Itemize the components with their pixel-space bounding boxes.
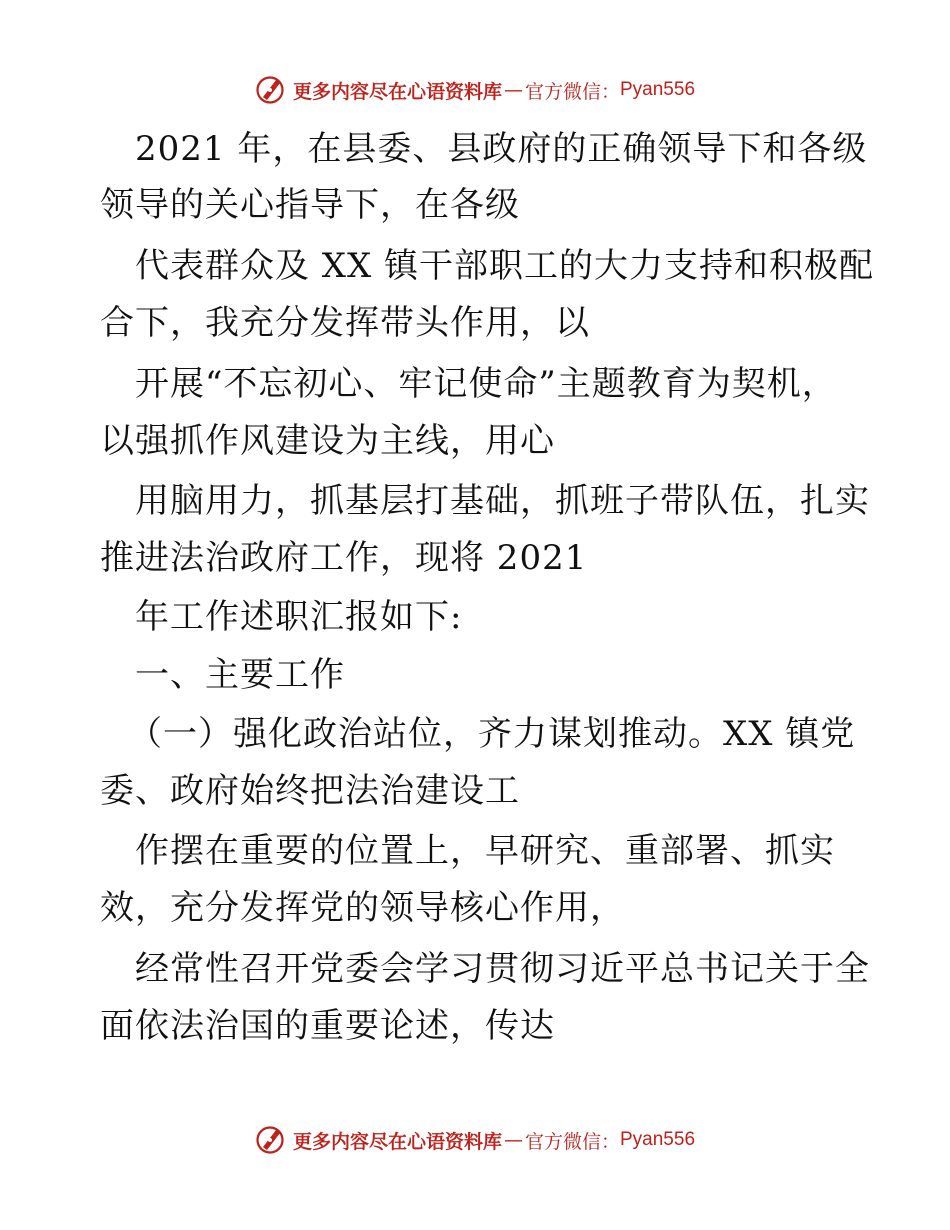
header-watermark xyxy=(0,70,950,110)
text-line: 经常性召开党委会学习贯彻习近平总书记关于全 xyxy=(135,949,870,989)
watermark-main-text: 更多内容尽在心语资料库 xyxy=(292,1130,502,1153)
text-line: 合下，我充分发挥带头作用，以 xyxy=(100,303,590,343)
watermark-dash: — xyxy=(503,79,523,101)
text-line: 面依法治国的重要论述，传达 xyxy=(100,1006,555,1046)
watermark-official-label: 官方微信： xyxy=(524,80,620,103)
text-line: 开展“不忘初心、牢记使命”主题教育为契机， xyxy=(135,364,837,404)
section-heading: 一、主要工作 xyxy=(135,655,345,695)
text-line: 代表群众及 XX 镇干部职工的大力支持和积极配 xyxy=(135,246,875,286)
text-line: 委、政府始终把法治建设工 xyxy=(100,771,520,811)
text-line: 效，充分发挥党的领导核心作用， xyxy=(100,888,625,928)
watermark-dash: — xyxy=(503,1129,523,1151)
text-line: 年工作述职汇报如下: xyxy=(135,597,463,637)
text-line: 2021 年，在县委、县政府的正确领导下和各级 xyxy=(135,129,868,169)
pen-nib-circle-icon xyxy=(255,1125,285,1155)
text-line: 用脑用力，抓基层打基础，抓班子带队伍，扎实 xyxy=(135,481,870,521)
text-line: 推进法治政府工作，现将 2021 xyxy=(100,538,588,578)
watermark-account: Pyan556 xyxy=(620,79,696,100)
watermark-main-text: 更多内容尽在心语资料库 xyxy=(292,80,502,103)
footer-watermark xyxy=(0,1120,950,1160)
text-line: 以强抓作风建设为主线，用心 xyxy=(100,421,555,461)
watermark-account: Pyan556 xyxy=(620,1129,696,1150)
text-line: （一）强化政治站位，齐力谋划推动。XX 镇党 xyxy=(128,714,856,754)
pen-nib-circle-icon xyxy=(255,75,285,105)
text-line: 作摆在重要的位置上，早研究、重部署、抓实 xyxy=(135,831,835,871)
watermark-official-label: 官方微信： xyxy=(524,1130,620,1153)
text-line: 领导的关心指导下，在各级 xyxy=(100,185,520,225)
